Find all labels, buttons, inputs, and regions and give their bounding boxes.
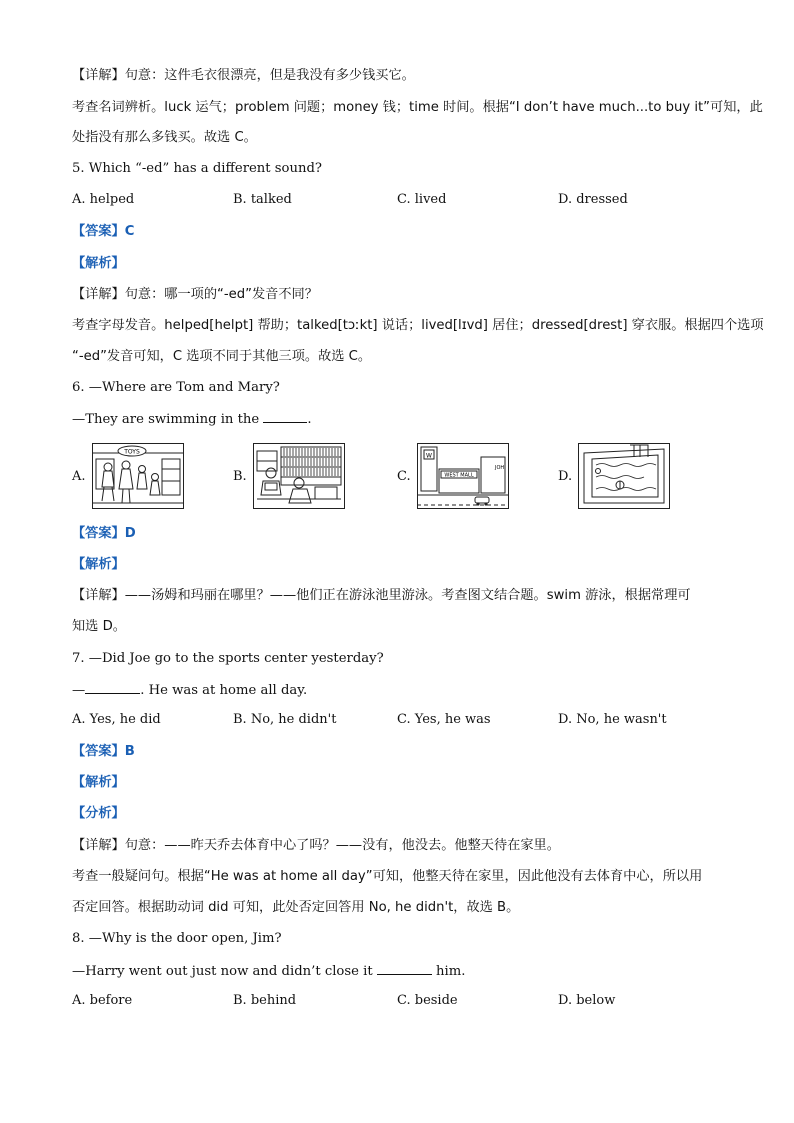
answer-blank (263, 410, 307, 423)
q8-options (72, 993, 732, 1011)
q5-explain-line-2: 考查字母发音。helped[helpt] 帮助；talked[tɔːkt] 说话；lived[lɪvd] 居住；dressed[drest] 穿衣服。根据四个选项 (72, 318, 764, 333)
q7-question: 7. —Did Joe go to the sports center yesterday? (72, 651, 384, 666)
q4-explain-line-2: 考查名词辨析。luck 运气；problem 问题；money 钱；time 时间。根据“I don’t have much...to buy it”可知，此 (72, 100, 763, 115)
q6-picture-options (72, 443, 732, 511)
q4-explain-line-1: 【详解】句意：这件毛衣很漂亮，但是我没有多少钱买它。 (72, 68, 415, 83)
q7-option-b: B. No, he didn't (233, 712, 337, 727)
toys-sign: TOYS (124, 448, 140, 456)
q6-explain-line-1: 【详解】——汤姆和玛丽在哪里？——他们正在游泳池里游泳。考查图文结合题。swim 游泳，根据常理可 (72, 588, 691, 603)
q7-analysis-heading: 【解析】 (72, 775, 125, 790)
q8-option-d: D. below (558, 993, 616, 1008)
shopping-mall-picture (417, 443, 509, 509)
library-picture (253, 443, 345, 509)
q5-option-b: B. talked (233, 192, 292, 207)
q6-option-c-letter: C. (397, 469, 411, 484)
q8-question: 8. —Why is the door open, Jim? (72, 931, 282, 946)
q5-option-d: D. dressed (558, 192, 628, 207)
q7-explain-line-2: 考查一般疑问句。根据“He was at home all day”可知，他整天待在家里，因此他没有去体育中心，所以用 (72, 869, 703, 884)
q4-explain-line-3: 处指没有那么多钱买。故选 C。 (72, 130, 257, 145)
q6-analysis-heading: 【解析】 (72, 557, 125, 572)
q7-fenxi-heading: 【分析】 (72, 806, 125, 821)
q6-question: 6. —Where are Tom and Mary? (72, 380, 280, 395)
q7-options (72, 712, 732, 730)
q6-answer: 【答案】D (72, 526, 136, 541)
q7-option-d: D. No, he wasn't (558, 712, 667, 727)
q5-option-c: C. lived (397, 192, 447, 207)
answer-blank (377, 962, 432, 975)
q5-options (72, 192, 732, 210)
q7-option-c: C. Yes, he was (397, 712, 491, 727)
q6-option-a-letter: A. (72, 469, 86, 484)
q8-option-c: C. beside (397, 993, 458, 1008)
q6-option-d-letter: D. (558, 469, 573, 484)
q7-explain-line-3: 否定回答。根据助动词 did 可知，此处否定回答用 No, he didn't，故选 B。 (72, 900, 520, 915)
q6-line-2: —They are swimming in the . (72, 412, 312, 427)
q5-explain-line-3: “-ed”发音可知，C 选项不同于其他三项。故选 C。 (72, 349, 372, 364)
q5-answer: 【答案】C (72, 224, 135, 239)
q5-explain-line-1: 【详解】句意：哪一项的“-ed”发音不同？ (72, 287, 318, 302)
joh-sign: JOH (495, 465, 505, 471)
q5-analysis-heading: 【解析】 (72, 256, 125, 271)
q8-line-2: —Harry went out just now and didn’t close it him. (72, 964, 466, 979)
q7-option-a: A. Yes, he did (72, 712, 161, 727)
q5-question: 5. Which “-ed” has a different sound? (72, 161, 322, 176)
west-mall-sign: WEST MALL (444, 472, 474, 479)
q7-answer: 【答案】B (72, 744, 135, 759)
w-sign: W (426, 452, 432, 460)
q5-option-a: A. helped (72, 192, 135, 207)
answer-blank (85, 681, 140, 694)
q7-line-2: — . He was at home all day. (72, 683, 308, 698)
q8-option-a: A. before (72, 993, 133, 1008)
swimming-pool-picture (578, 443, 670, 509)
q8-option-b: B. behind (233, 993, 297, 1008)
toy-store-picture (92, 443, 184, 509)
q6-option-b-letter: B. (233, 469, 247, 484)
q7-explain-line-1: 【详解】句意：——昨天乔去体育中心了吗？——没有，他没去。他整天待在家里。 (72, 838, 560, 853)
q6-explain-line-2: 知选 D。 (72, 619, 126, 634)
